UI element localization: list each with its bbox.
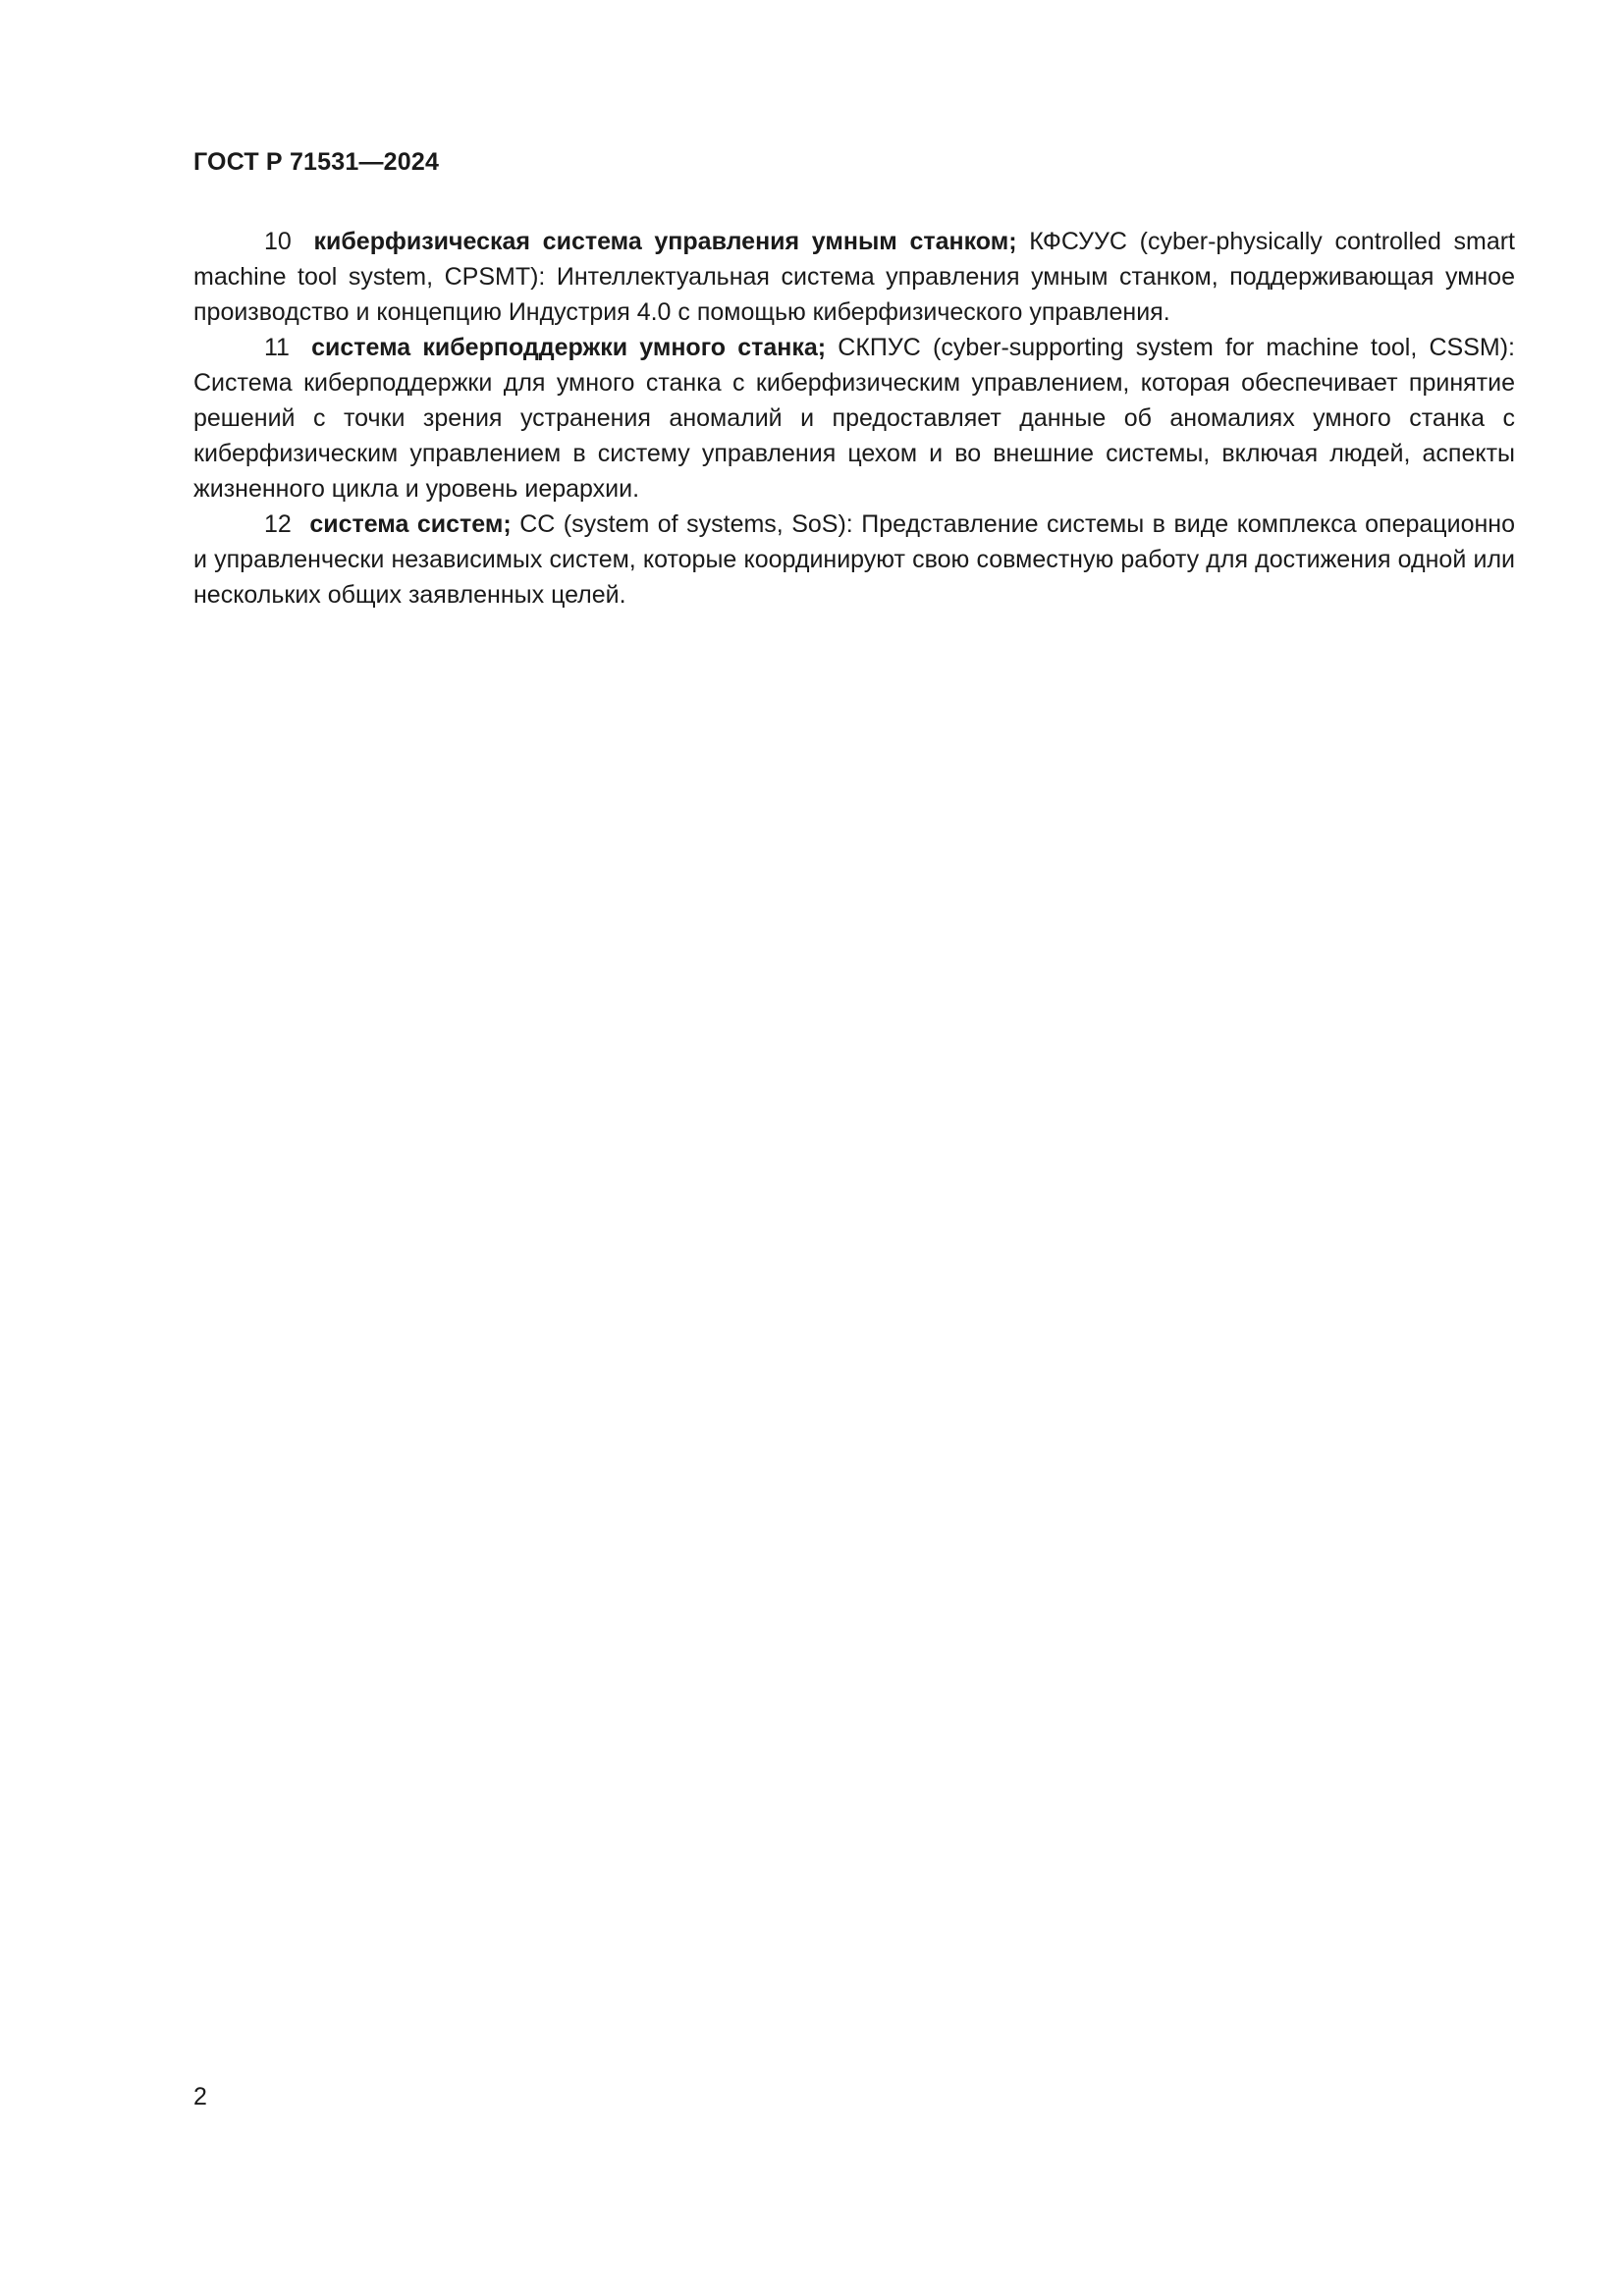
- term-definition: СС (system of systems, SoS): Представление системы в виде комплекса операционно и управленчески независимых систем, которые координируют свою совместную работу для достижения одной или нескольких общих заявленных целей.: [193, 510, 1515, 609]
- page-number: 2: [193, 2083, 207, 2110]
- term-name: система киберподдержки умного станка;: [311, 334, 827, 361]
- term-number: 10: [264, 228, 292, 255]
- term-name: киберфизическая система управления умным станком;: [313, 228, 1017, 255]
- term-definition: СКПУС (cyber-supporting system for machine tool, CSSM): Система киберподдержки для умного станка с киберфизическим управлением, которая обеспечивает принятие решений с точки зрения устранения аномалий и предоставляет данные об аномалиях умного станка с киберфизическим управлением в систему управления цехом и во внешние системы, включая людей, аспекты жизненного цикла и уровень иерархии.: [193, 334, 1515, 503]
- term-definition: КФСУУС (cyber-physically controlled smart machine tool system, CPSMT): Интеллектуальная система управления умным станком, поддерживающая умное производство и концепцию Индустрия 4.0 с помощью киберфизического управления.: [193, 228, 1516, 326]
- standard-id-header: ГОСТ Р 71531—2024: [193, 148, 440, 176]
- term-number: 11: [264, 334, 290, 361]
- term-entry-11: [193, 330, 1515, 507]
- term-number: 12: [264, 510, 292, 538]
- term-name: система систем;: [309, 510, 512, 538]
- terms-list: [193, 224, 1515, 613]
- term-entry-12: [193, 507, 1515, 613]
- term-entry-10: [193, 224, 1515, 330]
